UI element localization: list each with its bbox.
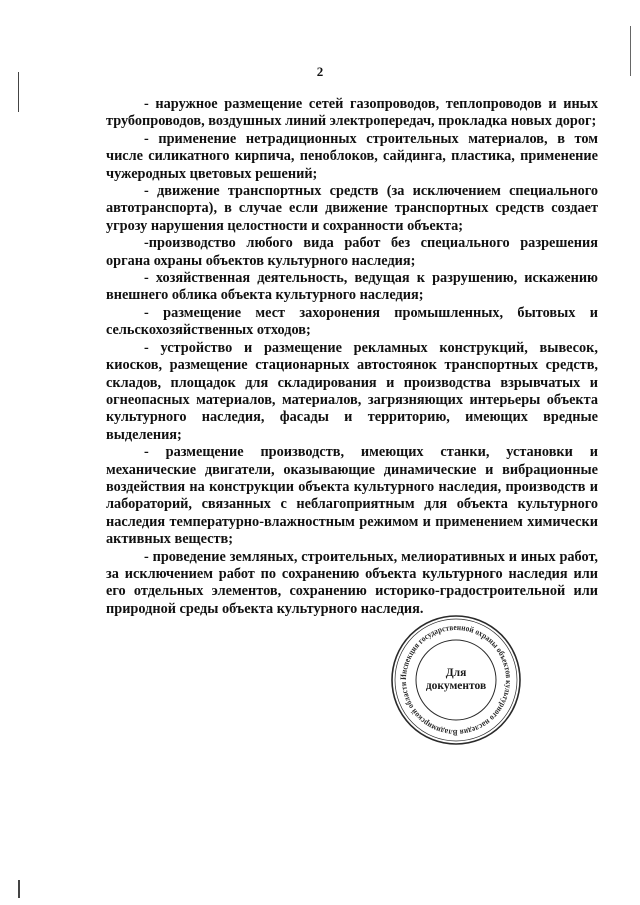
official-stamp — [386, 610, 526, 750]
stamp-center-line-2: документов — [425, 680, 487, 692]
paragraph-9: - проведение земляных, строительных, мелиоративных и иных работ, за исключением работ по сохранению объекта культурного наследия или его отдельных элементов, сохранению историко-градостроительной или природной среды объекта культурного наследия. — [106, 548, 598, 617]
document-body — [106, 96, 598, 618]
paragraph-6: - размещение мест захоронения промышленных, бытовых и сельскохозяйственных отходов; — [106, 304, 598, 339]
paragraph-8: - размещение производств, имеющих станки, установки и механические двигатели, оказывающие динамические и вибрационные воздействия на конструкции объекта культурного наследия, производств и лабораторий, связанных с неблагоприятным для объекта культурного наследия температурно-влажностным режимом и применением химически активных веществ; — [106, 444, 598, 548]
svg-text:Инспекция государственной охра: Инспекция государственной охраны объектов культурного наследия Владимирской области — [398, 622, 514, 738]
paragraph-2: - применение нетрадиционных строительных материалов, в том числе силикатного кирпича, пеноблоков, сайдинга, пластика, применение чужеродных цветовых решений; — [106, 130, 598, 182]
page-number: 2 — [316, 64, 324, 79]
paragraph-4: -производство любого вида работ без специального разрешения органа охраны объектов культурного наследия; — [106, 235, 598, 269]
paragraph-7: - устройство и размещение рекламных конструкций, вывесок, киосков, размещение стационарных автостоянок транспортных средств, складов, площадок для складирования и производства взрывчатых и огнеопасных материалов, материалов, загрязняющих интерьеры объекта культурного наследия, фасады и территорию, имеющих вредные выделения; — [106, 339, 598, 443]
stamp-center-line-1: Для — [445, 667, 467, 679]
left-margin-mark-lower — [18, 880, 20, 898]
paragraph-1: - наружное размещение сетей газопроводов, теплопроводов и иных трубопроводов, воздушных линий электропередач, прокладка новых дорог; — [106, 96, 598, 130]
paragraph-3: - движение транспортных средств (за исключением специального автотранспорта), в случае если движение транспортных средств создает угрозу нарушения целостности и сохранности объекта; — [106, 183, 598, 234]
paragraph-5: - хозяйственная деятельность, ведущая к разрушению, искажению внешнего облика объекта культурного наследия; — [106, 270, 598, 304]
